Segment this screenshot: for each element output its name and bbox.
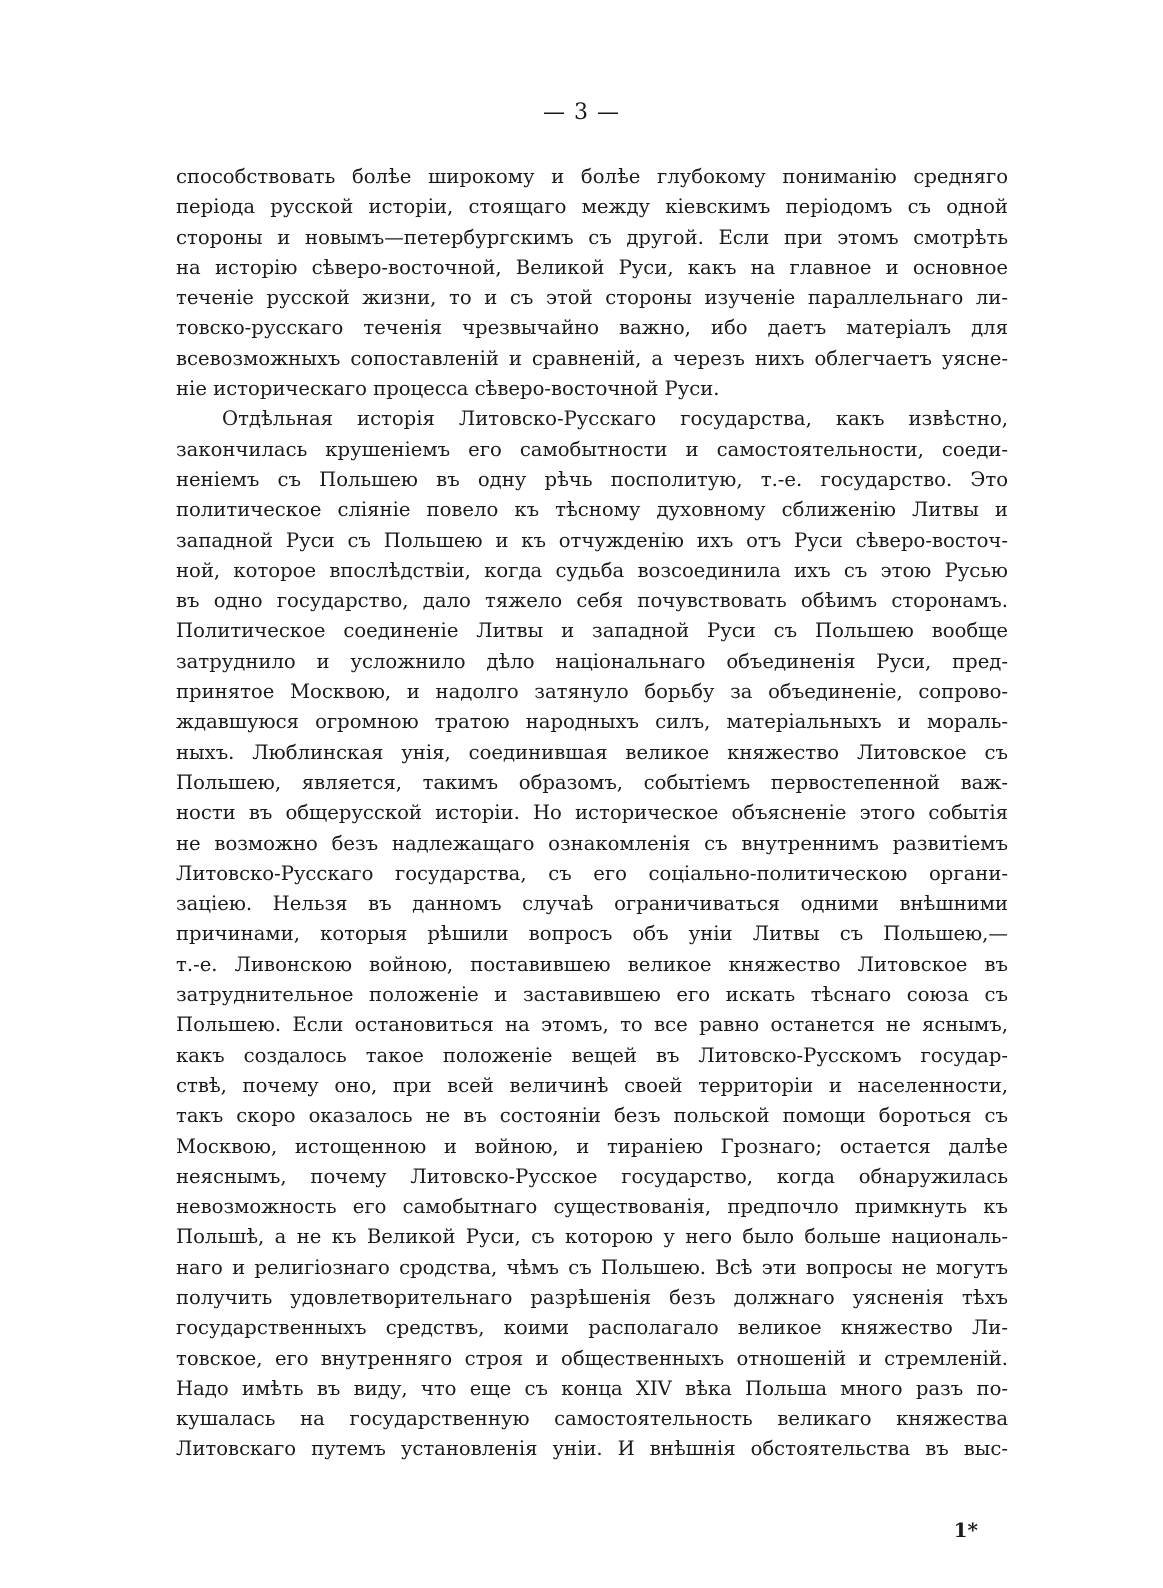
text-line: зацiею. Нельзя въ данномъ случаѣ ограничиваться одними внѣшними — [176, 892, 1008, 916]
text-line: всевозможныхъ сопоставленій и сравненій, а черезъ нихъ облегчаетъ уясне- — [176, 346, 1008, 370]
text-line: неяснымъ, почему Литовско-Русское государство, когда обнаружилась — [176, 1164, 1008, 1188]
text-line: ныхъ. Люблинская унія, соединившая великое княжество Литовское съ — [176, 740, 1008, 764]
text-line: государственныхъ средствъ, коими располагало великое княжество Ли- — [176, 1316, 1008, 1340]
text-line: Надо имѣть въ виду, что еще съ конца XIV вѣка Польша много разъ по- — [176, 1376, 1008, 1400]
text-line: ной, которое впослѣдствіи, когда судьба возсоединила ихъ съ этою Русью — [176, 558, 1008, 582]
page-number: — 3 — — [543, 100, 620, 125]
text-line: политическое сліяніе повело къ тѣсному духовному сближенію Литвы и — [176, 498, 1008, 522]
text-line: т.-е. Ливонскою войною, поставившею великое княжество Литовское въ — [176, 952, 1008, 976]
text-line: затруднило и усложнило дѣло національнаго объединенія Руси, пред- — [176, 649, 1008, 673]
text-line: на исторію сѣверо-восточной, Великой Руси, какъ на главное и основное — [176, 255, 1008, 279]
text-line: закончилась крушеніемъ его самобытности и самостоятельности, соеди- — [176, 437, 1008, 461]
text-line: въ одно государство, дало тяжело себя почувствовать обѣимъ сторонамъ. — [176, 589, 1008, 613]
text-line: Москвою, истощенною и войною, и тираніею Грознаго; остается далѣе — [176, 1134, 1008, 1158]
text-line: товское, его внутренняго строя и общественныхъ отношеній и стремленій. — [176, 1346, 1008, 1370]
text-line: не возможно безъ надлежащаго ознакомленія съ внутреннимъ развитіемъ — [176, 831, 1008, 855]
text-line: наго и религіознаго сродства, чѣмъ съ Польшею. Всѣ эти вопросы не могутъ — [176, 1255, 1008, 1279]
text-line: Литовскаго путемъ установленія уніи. И внѣшнія обстоятельства въ выс- — [176, 1437, 1008, 1461]
body-text — [176, 162, 1008, 1465]
text-line: Польшѣ, а не къ Великой Руси, съ которою у него было больше националь- — [176, 1225, 1008, 1249]
text-line: ности въ общерусской исторіи. Но историческое объясненіе этого событія — [176, 801, 1008, 825]
text-line: принятое Москвою, и надолго затянуло борьбу за объединеніе, сопрово- — [176, 680, 1008, 704]
paragraph-start-line: Отдѣльная исторія Литовско-Русскаго государства, какъ извѣстно, — [222, 407, 1008, 431]
text-line: Политическое соединеніе Литвы и западной Руси съ Польшею вообще — [176, 619, 1008, 643]
text-line: невозможность его самобытнаго существованія, предпочло примкнуть къ — [176, 1195, 1008, 1219]
signature-mark: 1* — [953, 1518, 978, 1542]
text-line: какъ создалось такое положеніе вещей въ Литовско-Русскомъ государ- — [176, 1043, 1008, 1067]
text-line: Польшею, является, такимъ образомъ, событіемъ первостепенной важ- — [176, 770, 1008, 794]
text-line: затруднительное положеніе и заставившею его искать тѣснаго союза съ — [176, 983, 1008, 1007]
text-line: товско-русскаго теченія чрезвычайно важно, ибо даетъ матеріалъ для — [176, 316, 1008, 340]
text-line: ствѣ, почему оно, при всей величинѣ своей территоріи и населенности, — [176, 1073, 1008, 1097]
text-line: Литовско-Русскаго государства, съ его соціально-политическою органи- — [176, 861, 1008, 885]
text-line: теченіе русской жизни, то и съ этой стороны изученіе параллельнаго ли- — [176, 286, 1008, 310]
text-line: періода русской исторіи, стоящаго между кіевскимъ періодомъ съ одной — [176, 195, 1008, 219]
text-line: стороны и новымъ—петербургскимъ съ другой. Если при этомъ смотрѣть — [176, 225, 1008, 249]
text-line: причинами, которыя рѣшили вопросъ объ уніи Литвы съ Польшею,— — [176, 922, 1008, 946]
text-line: ждавшуюся огромною тратою народныхъ силъ, матеріальныхъ и мораль- — [176, 710, 1008, 734]
text-line: неніемъ съ Польшею въ одну рѣчь посполитую, т.-е. государство. Это — [176, 467, 1008, 491]
text-line: способствовать болѣе широкому и болѣе глубокому пониманію средняго — [176, 165, 1008, 188]
text-line: такъ скоро оказалось не въ состояніи безъ польской помощи бороться съ — [176, 1104, 1008, 1128]
text-line: ніе историческаго процесса сѣверо-восточной Руси. — [176, 377, 720, 401]
text-line: западной Руси съ Польшею и къ отчужденію ихъ отъ Руси сѣверо-восточ- — [176, 528, 1008, 552]
text-line: кушалась на государственную самостоятельность великаго княжества — [176, 1407, 1008, 1431]
text-line: Польшею. Если остановиться на этомъ, то все равно останется не яснымъ, — [176, 1013, 1008, 1037]
text-line: получить удовлетворительнаго разрѣшенія безъ должнаго уясненія тѣхъ — [176, 1285, 1008, 1309]
